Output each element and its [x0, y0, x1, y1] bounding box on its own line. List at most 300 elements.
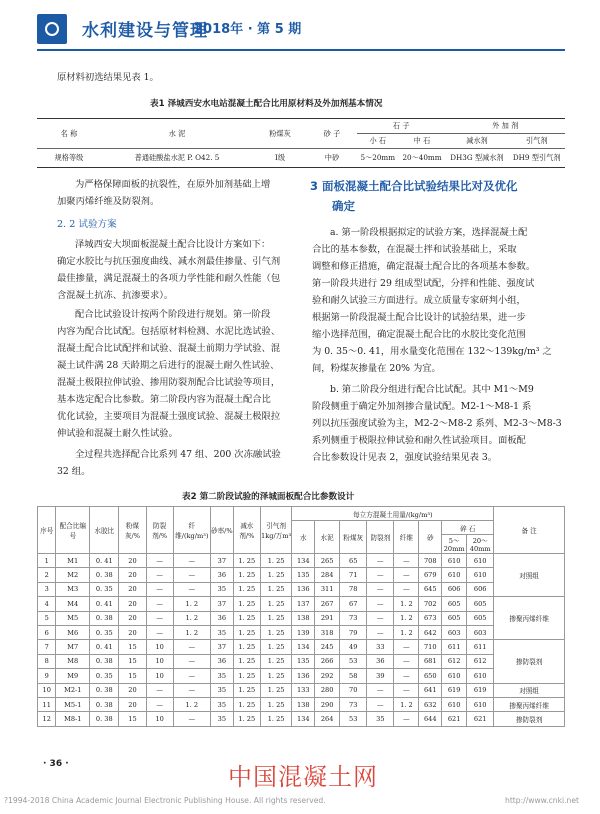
table-cell: 1. 25 — [260, 669, 291, 683]
text-line: 泽城西安大坝面板混凝土配合比设计方案如下： — [75, 239, 271, 250]
table-cell: 36 — [210, 568, 233, 582]
text-line: 阶段侧重于确定外加剂掺合量试配。M2-1～M8-1 系 — [312, 401, 532, 412]
text-line: 合比参数设计见表 2，强度试验结果见表 3。 — [312, 452, 498, 463]
table-cell: 1. 25 — [233, 597, 260, 611]
table-cell: — — [367, 582, 394, 596]
journal-logo-icon — [37, 14, 67, 44]
table-cell: 266 — [315, 654, 340, 668]
table-cell: 35 — [210, 582, 233, 596]
table-cell: — — [367, 554, 394, 568]
table-cell: — — [146, 568, 173, 582]
table-cell: 610 — [467, 554, 494, 568]
t2-h-anti: 防裂剂/% — [146, 507, 173, 554]
page-number: · 36 · — [43, 759, 69, 769]
table-cell: — — [146, 683, 173, 697]
table-cell: 610 — [442, 568, 467, 582]
table-cell: 611 — [467, 640, 494, 654]
table-cell: 1. 25 — [260, 597, 291, 611]
t1-h-wr: 减水剂 — [445, 134, 508, 149]
table-cell: 10 — [146, 654, 173, 668]
table-cell: 1. 25 — [260, 611, 291, 625]
table-cell: 264 — [315, 712, 340, 726]
t2-h-fly: 粉煤灰/% — [119, 507, 146, 554]
text-line: 验和耐久试验三方面进行。成立质量专家研判小组， — [312, 295, 526, 306]
table-cell: 20 — [119, 597, 146, 611]
t2-h-ae: 引气剂1kg/万m³ — [260, 507, 291, 554]
table-row — [38, 568, 565, 582]
table-cell: 134 — [292, 712, 315, 726]
table-cell: M3 — [56, 582, 90, 596]
table-cell: 58 — [340, 669, 367, 683]
table-cell: — — [173, 654, 210, 668]
table-cell: 73 — [340, 697, 367, 711]
table-cell: 1. 25 — [260, 640, 291, 654]
table-cell: 0. 38 — [90, 611, 119, 625]
table-cell: 1. 25 — [260, 654, 291, 668]
table-cell: — — [173, 669, 210, 683]
table-cell: 36 — [210, 611, 233, 625]
heading-line: 确定 — [332, 199, 355, 213]
table-cell: 632 — [419, 697, 442, 711]
table-cell: — — [367, 597, 394, 611]
text-line: 混凝土极限拉伸试验、掺用防裂剂配合比试验等项目， — [57, 377, 281, 388]
table-cell: 0. 41 — [90, 640, 119, 654]
journal-title: 水利建设与管理 — [82, 21, 208, 41]
table-cell: 37 — [210, 640, 233, 654]
table-cell: — — [146, 582, 173, 596]
table-cell: — — [394, 669, 419, 683]
table-cell: 9 — [38, 669, 56, 683]
t2-h-anticrack: 防裂剂 — [367, 521, 394, 554]
table-cell: 311 — [315, 582, 340, 596]
table-cell: 702 — [419, 597, 442, 611]
table-cell: — — [173, 582, 210, 596]
table-cell: 641 — [419, 683, 442, 697]
table-cell: — — [367, 611, 394, 625]
text-line: 为 0. 35～0. 41，用水量变化范围在 132～139kg/m³ 之 — [312, 346, 552, 357]
table-note: 对照组 — [494, 683, 565, 697]
t1-cell: 规格等级 — [37, 149, 101, 168]
table-cell: 1. 25 — [260, 568, 291, 582]
table-cell: 71 — [340, 568, 367, 582]
table-cell: M2 — [56, 568, 90, 582]
table-cell: 15 — [119, 669, 146, 683]
table-cell: 35 — [210, 683, 233, 697]
subsection-heading: 2. 2 试验方案 — [57, 219, 117, 230]
table-cell: 0. 38 — [90, 654, 119, 668]
table-cell: 11 — [38, 697, 56, 711]
table-cell: 3 — [38, 582, 56, 596]
left-paragraph-1 — [57, 176, 297, 210]
table-cell: 679 — [419, 568, 442, 582]
t1-cell: Ⅰ级 — [253, 149, 307, 168]
t2-h-flyash: 粉煤灰 — [340, 521, 367, 554]
table-cell: 0. 41 — [90, 554, 119, 568]
table-row — [38, 640, 565, 654]
t1-h-name: 名 称 — [37, 119, 101, 149]
section-heading — [310, 176, 570, 216]
table-cell: 139 — [292, 625, 315, 639]
table-cell: 1 — [38, 554, 56, 568]
intro-line: 原材料初选结果见表 1。 — [57, 72, 159, 83]
table-cell: M6 — [56, 625, 90, 639]
table-cell: 619 — [442, 683, 467, 697]
text-line: 32 组。 — [57, 466, 91, 477]
table-row — [38, 582, 565, 596]
t1-cell: 20～40mm — [399, 149, 446, 168]
text-line: 凝土试件满 28 天龄期之后进行的混凝土耐久性试验、 — [57, 360, 280, 371]
table-cell: 610 — [442, 554, 467, 568]
t2-h-sr: 砂率/% — [210, 507, 233, 554]
table-cell: 73 — [340, 611, 367, 625]
table-cell: 137 — [292, 597, 315, 611]
table-cell: 318 — [315, 625, 340, 639]
table-cell: 1. 25 — [233, 611, 260, 625]
table-cell: — — [146, 625, 173, 639]
table-cell: M1 — [56, 554, 90, 568]
table-cell: 1. 25 — [260, 697, 291, 711]
table-cell: 610 — [442, 669, 467, 683]
table-cell: 35 — [210, 697, 233, 711]
table-cell: 673 — [419, 611, 442, 625]
table-cell: 8 — [38, 654, 56, 668]
t2-h-stone: 碎 石 — [442, 521, 494, 535]
table2 — [37, 506, 565, 727]
right-paragraph-b — [312, 381, 568, 466]
table-cell: 605 — [467, 611, 494, 625]
table-cell: 1. 25 — [260, 712, 291, 726]
table-cell: 1. 25 — [233, 697, 260, 711]
table-cell: 1. 25 — [233, 625, 260, 639]
table-cell: 1. 2 — [173, 611, 210, 625]
text-line: 最佳掺量，满足混凝土的各项力学性能和耐久性能（包 — [57, 273, 281, 284]
table-cell: 1. 25 — [260, 625, 291, 639]
table-cell: 606 — [467, 582, 494, 596]
table-cell: 0. 41 — [90, 597, 119, 611]
text-line: 确定水胶比与抗压强度曲线、减水剂最佳掺量、引气剂 — [57, 256, 281, 267]
heading-line: 3 面板混凝土配合比试验结果比对及优化 — [310, 179, 518, 193]
text-line: 加聚丙烯纤维及防裂剂。 — [57, 196, 160, 207]
t1-h-mid: 中 石 — [399, 134, 446, 149]
table-cell: 645 — [419, 582, 442, 596]
text-line: 列以抗压强度试验为主，M2-2～M8-2 系列、M2-3～M8-3 — [312, 418, 562, 429]
table-cell: — — [146, 697, 173, 711]
table-cell: 12 — [38, 712, 56, 726]
text-line: 缩小选择范围，确定混凝土配合比的水胶比变化范围 — [312, 329, 526, 340]
table-cell: 135 — [292, 568, 315, 582]
table-cell: 35 — [367, 712, 394, 726]
table-cell: 10 — [146, 712, 173, 726]
table-cell: 15 — [119, 712, 146, 726]
copyright: ?1994-2018 China Academic Journal Electronic Publishing House. All rights reserved. — [4, 796, 326, 805]
table-cell: 291 — [315, 611, 340, 625]
table-cell: 39 — [367, 669, 394, 683]
journal-issue: 2018年 · 第 5 期 — [194, 22, 302, 37]
table-cell: 650 — [419, 669, 442, 683]
table-row — [38, 697, 565, 711]
t1-h-additive: 外 加 剂 — [445, 119, 565, 134]
table-cell: 20 — [119, 611, 146, 625]
table-cell: 708 — [419, 554, 442, 568]
table-cell: 642 — [419, 625, 442, 639]
t2-h-water: 水 — [292, 521, 315, 554]
table-cell: 135 — [292, 654, 315, 668]
table-cell: 611 — [442, 640, 467, 654]
table-cell: 5 — [38, 611, 56, 625]
table-cell: 1. 2 — [394, 697, 419, 711]
text-line: 全过程共选择配合比系列 47 组、200 次冻融试验 — [75, 449, 281, 460]
table-cell: 10 — [38, 683, 56, 697]
table-cell: 37 — [210, 597, 233, 611]
table-cell: 605 — [442, 611, 467, 625]
table-cell: M4 — [56, 597, 90, 611]
table-cell: 621 — [467, 712, 494, 726]
table-cell: 610 — [442, 697, 467, 711]
table-cell: 681 — [419, 654, 442, 668]
table-cell: 1. 2 — [394, 625, 419, 639]
table-cell: 20 — [119, 683, 146, 697]
table-cell: — — [173, 640, 210, 654]
table-cell: — — [367, 568, 394, 582]
table-cell: 0. 35 — [90, 669, 119, 683]
table-cell: 603 — [467, 625, 494, 639]
table-cell: — — [146, 611, 173, 625]
text-line: 内容为配合比试配。包括原材料检测、水泥比选试验、 — [57, 326, 281, 337]
table-cell: 4 — [38, 597, 56, 611]
text-line: 第一阶段共进行 29 组成型试配，分拌和性能、强度试 — [312, 278, 535, 289]
table-cell: 134 — [292, 640, 315, 654]
t1-h-ae: 引气剂 — [508, 134, 565, 149]
table-cell: 67 — [340, 597, 367, 611]
t2-h-fiber: 纤维/(kg/m³) — [173, 507, 210, 554]
t2-h-sand: 砂 — [419, 521, 442, 554]
table-cell: — — [394, 683, 419, 697]
right-paragraph-a — [312, 224, 568, 377]
table-cell: M7 — [56, 640, 90, 654]
table-cell: 0. 38 — [90, 697, 119, 711]
table-row — [38, 611, 565, 625]
table-note: 掺聚丙烯纤维 — [494, 697, 565, 711]
table-row — [38, 683, 565, 697]
table-note: 掺聚丙烯纤维 — [494, 597, 565, 640]
table-cell: 290 — [315, 697, 340, 711]
table-cell: 621 — [442, 712, 467, 726]
table-cell: M9 — [56, 669, 90, 683]
text-line: 含混凝土抗冻、抗渗要求）。 — [57, 290, 174, 301]
table-cell: 1. 2 — [173, 697, 210, 711]
text-line: 伸试验和混凝土耐久性试验。 — [57, 428, 178, 439]
text-line: 优化试验，主要项目为混凝土强度试验、混凝土极限拉 — [57, 411, 281, 422]
table-cell: 53 — [340, 654, 367, 668]
table-cell: 610 — [467, 697, 494, 711]
table-cell: 15 — [119, 640, 146, 654]
table-cell: 15 — [119, 654, 146, 668]
t1-h-sand: 砂 子 — [307, 119, 357, 149]
table-cell: — — [173, 712, 210, 726]
table-cell: — — [394, 568, 419, 582]
table-cell: 0. 38 — [90, 712, 119, 726]
table-cell: 606 — [442, 582, 467, 596]
table-cell: — — [367, 697, 394, 711]
t1-h-stone: 石 子 — [357, 119, 445, 134]
table-cell: 0. 38 — [90, 683, 119, 697]
table-cell: 1. 25 — [233, 654, 260, 668]
text-line: 调整和修正措施，确定混凝土配合比的各项基本参数。 — [312, 261, 536, 272]
table-cell: 1. 25 — [233, 568, 260, 582]
t1-cell: 普通硅酸盐水泥 P. O42. 5 — [101, 149, 253, 168]
table1-caption: 表1 泽城西安水电站混凝土配合比用原材料及外加剂基本情况 — [150, 99, 383, 109]
table-cell: M5-1 — [56, 697, 90, 711]
text-line: 间，粉煤灰掺量在 20% 为宜。 — [312, 363, 441, 374]
header-rule — [37, 49, 565, 51]
table-cell: 7 — [38, 640, 56, 654]
table-cell: M8 — [56, 654, 90, 668]
t2-h-id: 配合比编号 — [56, 507, 90, 554]
t2-h-no: 序号 — [38, 507, 56, 554]
table-cell: — — [173, 683, 210, 697]
text-line: b. 第二阶段分组进行配合比试配。其中 M1～M9 — [330, 384, 534, 395]
table-cell: 284 — [315, 568, 340, 582]
table-cell: — — [394, 640, 419, 654]
table2-caption: 表2 第二阶段试验的泽城面板配合比参数设计 — [182, 492, 355, 502]
watermark: 中国混凝土网 — [228, 763, 378, 791]
text-line: a. 第一阶段根据拟定的试验方案，选择混凝土配 — [330, 227, 528, 238]
table-cell: 292 — [315, 669, 340, 683]
table-cell: 133 — [292, 683, 315, 697]
table-cell: 267 — [315, 597, 340, 611]
table-cell: 20 — [119, 568, 146, 582]
t2-h-note: 备 注 — [494, 507, 565, 554]
table-cell: 610 — [467, 669, 494, 683]
table-cell: 138 — [292, 611, 315, 625]
t2-h-s2: 20～40mm — [467, 535, 494, 554]
table-cell: — — [394, 654, 419, 668]
table-cell: 1. 25 — [233, 669, 260, 683]
table-cell: 612 — [442, 654, 467, 668]
t2-h-wr: 减水剂/% — [233, 507, 260, 554]
table-cell: 136 — [292, 582, 315, 596]
table-cell: 1. 2 — [394, 597, 419, 611]
left-paragraph-4 — [57, 446, 297, 480]
table-cell: 1. 2 — [173, 597, 210, 611]
table-cell: 138 — [292, 697, 315, 711]
table-cell: 136 — [292, 669, 315, 683]
table-cell: 33 — [367, 640, 394, 654]
table-cell: — — [173, 554, 210, 568]
table-row — [38, 554, 565, 568]
table-cell: 35 — [210, 712, 233, 726]
table-cell: 605 — [442, 597, 467, 611]
table-cell: 70 — [340, 683, 367, 697]
t2-h-s1: 5～20mm — [442, 535, 467, 554]
left-paragraph-2 — [57, 236, 297, 304]
table-cell: M2-1 — [56, 683, 90, 697]
table-cell: 1. 25 — [260, 582, 291, 596]
table-cell: 265 — [315, 554, 340, 568]
table-cell: 710 — [419, 640, 442, 654]
table-cell: 0. 35 — [90, 625, 119, 639]
table-cell: — — [367, 625, 394, 639]
text-line: 根据第一阶段混凝土配合比设计的试验结果，进一步 — [312, 312, 526, 323]
table-cell: 0. 38 — [90, 568, 119, 582]
table-cell: 1. 25 — [260, 554, 291, 568]
text-line: 配合比试验设计按两个阶段进行规划。第一阶段 — [75, 309, 271, 320]
table-cell: 1. 25 — [233, 554, 260, 568]
t2-h-cement: 水泥 — [315, 521, 340, 554]
table-cell: — — [146, 554, 173, 568]
table-cell: 6 — [38, 625, 56, 639]
left-paragraph-3 — [57, 306, 297, 442]
table-cell: — — [173, 568, 210, 582]
table-cell: 20 — [119, 697, 146, 711]
table-cell: 0. 35 — [90, 582, 119, 596]
table-cell: — — [146, 597, 173, 611]
table-cell: 20 — [119, 625, 146, 639]
table-cell: 79 — [340, 625, 367, 639]
table-row — [38, 712, 565, 726]
table-cell: 36 — [367, 654, 394, 668]
t2-h-wb: 水胶比 — [90, 507, 119, 554]
table-cell: 53 — [340, 712, 367, 726]
table1 — [37, 118, 565, 168]
table-cell: 1. 25 — [260, 683, 291, 697]
text-line: 混凝土配合比试配拌和试验、混凝土前期力学试验、混 — [57, 343, 281, 354]
t2-h-materials: 每立方混凝土用量/(kg/m³) — [292, 507, 494, 521]
table-cell: 1. 2 — [394, 611, 419, 625]
table-cell: 280 — [315, 683, 340, 697]
t1-cell: 5～20mm — [357, 149, 399, 168]
table-cell: 1. 25 — [233, 582, 260, 596]
table-cell: — — [394, 582, 419, 596]
table-cell: 644 — [419, 712, 442, 726]
t1-cell: 中砂 — [307, 149, 357, 168]
table-cell: 37 — [210, 554, 233, 568]
table-cell: M5 — [56, 611, 90, 625]
t1-cell: DH9 型引气剂 — [508, 149, 565, 168]
table-cell: 610 — [467, 568, 494, 582]
t1-h-small: 小 石 — [357, 134, 399, 149]
table-cell: 10 — [146, 640, 173, 654]
t1-h-fly: 粉煤灰 — [253, 119, 307, 149]
text-line: 合比的基本参数，在混凝土拌和试验基础上，采取 — [312, 244, 517, 255]
table-note: 对照组 — [494, 554, 565, 597]
table-cell: 134 — [292, 554, 315, 568]
table-cell: 20 — [119, 582, 146, 596]
table-row — [38, 669, 565, 683]
table-cell: 20 — [119, 554, 146, 568]
table-note: 掺防裂剂 — [494, 640, 565, 683]
table-cell: 605 — [467, 597, 494, 611]
table-cell: 1. 25 — [233, 683, 260, 697]
table-note: 掺防裂剂 — [494, 712, 565, 726]
table-row — [38, 654, 565, 668]
text-line: 为严格保障面板的抗裂性，在原外加剂基础上增 — [75, 179, 271, 190]
table-cell: — — [394, 712, 419, 726]
table-cell: 245 — [315, 640, 340, 654]
table-cell: 1. 2 — [173, 625, 210, 639]
table-cell: 49 — [340, 640, 367, 654]
t2-h-fib: 纤维 — [394, 521, 419, 554]
table-cell: M8-1 — [56, 712, 90, 726]
table-cell: 65 — [340, 554, 367, 568]
table-cell: 78 — [340, 582, 367, 596]
table-cell: 2 — [38, 568, 56, 582]
table-cell: 1. 25 — [233, 712, 260, 726]
table-cell: 10 — [146, 669, 173, 683]
table-cell: — — [367, 683, 394, 697]
t1-cell: DH3G 型减水剂 — [445, 149, 508, 168]
website: http://www.cnki.net — [505, 796, 579, 805]
